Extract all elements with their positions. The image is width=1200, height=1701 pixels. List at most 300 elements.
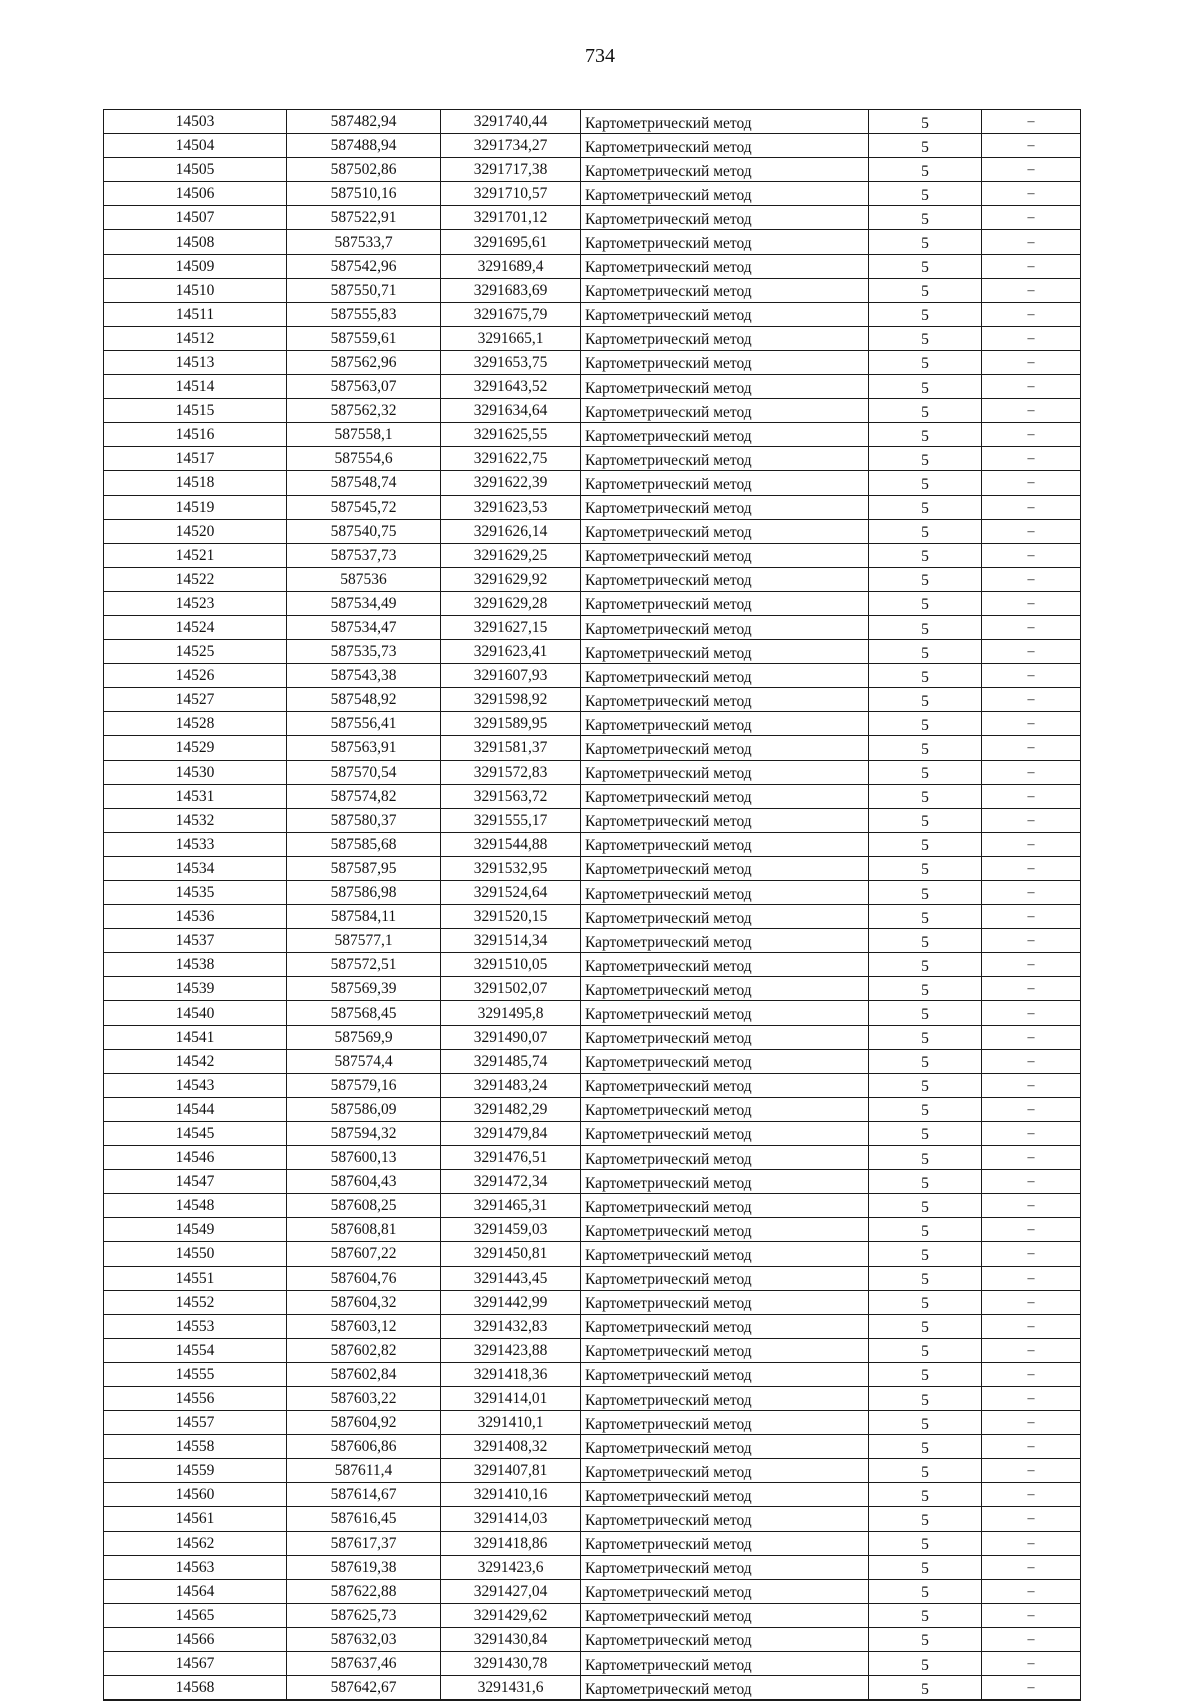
note-cell: – bbox=[982, 471, 1081, 495]
note-cell: – bbox=[982, 736, 1081, 760]
point-number-cell: 14508 bbox=[104, 230, 287, 254]
x-coordinate-cell: 587611,4 bbox=[287, 1459, 441, 1483]
accuracy-cell: 5 bbox=[869, 495, 982, 519]
method-cell: Картометрический метод bbox=[581, 158, 869, 182]
method-cell: Картометрический метод bbox=[581, 423, 869, 447]
accuracy-cell: 5 bbox=[869, 1386, 982, 1410]
table-row bbox=[104, 1218, 1081, 1242]
x-coordinate-cell: 587533,7 bbox=[287, 230, 441, 254]
point-number-cell: 14553 bbox=[104, 1314, 287, 1338]
method-cell: Картометрический метод bbox=[581, 302, 869, 326]
table-row bbox=[104, 736, 1081, 760]
x-coordinate-cell: 587604,43 bbox=[287, 1170, 441, 1194]
point-number-cell: 14554 bbox=[104, 1338, 287, 1362]
note-cell: – bbox=[982, 423, 1081, 447]
method-cell: Картометрический метод bbox=[581, 1242, 869, 1266]
method-cell: Картометрический метод bbox=[581, 1652, 869, 1676]
accuracy-cell: 5 bbox=[869, 543, 982, 567]
point-number-cell: 14544 bbox=[104, 1097, 287, 1121]
point-number-cell: 14515 bbox=[104, 399, 287, 423]
x-coordinate-cell: 587614,67 bbox=[287, 1483, 441, 1507]
y-coordinate-cell: 3291563,72 bbox=[441, 784, 581, 808]
point-number-cell: 14540 bbox=[104, 1001, 287, 1025]
point-number-cell: 14558 bbox=[104, 1435, 287, 1459]
accuracy-cell: 5 bbox=[869, 1435, 982, 1459]
note-cell: – bbox=[982, 977, 1081, 1001]
y-coordinate-cell: 3291423,88 bbox=[441, 1338, 581, 1362]
note-cell: – bbox=[982, 1025, 1081, 1049]
method-cell: Картометрический метод bbox=[581, 1531, 869, 1555]
accuracy-cell: 5 bbox=[869, 447, 982, 471]
y-coordinate-cell: 3291734,27 bbox=[441, 134, 581, 158]
x-coordinate-cell: 587563,07 bbox=[287, 375, 441, 399]
note-cell: – bbox=[982, 326, 1081, 350]
x-coordinate-cell: 587522,91 bbox=[287, 206, 441, 230]
accuracy-cell: 5 bbox=[869, 808, 982, 832]
accuracy-cell: 5 bbox=[869, 1411, 982, 1435]
accuracy-cell: 5 bbox=[869, 1652, 982, 1676]
point-number-cell: 14538 bbox=[104, 953, 287, 977]
note-cell: – bbox=[982, 832, 1081, 856]
accuracy-cell: 5 bbox=[869, 1676, 982, 1701]
y-coordinate-cell: 3291465,31 bbox=[441, 1194, 581, 1218]
accuracy-cell: 5 bbox=[869, 1290, 982, 1314]
accuracy-cell: 5 bbox=[869, 254, 982, 278]
point-number-cell: 14537 bbox=[104, 929, 287, 953]
accuracy-cell: 5 bbox=[869, 784, 982, 808]
accuracy-cell: 5 bbox=[869, 1362, 982, 1386]
point-number-cell: 14512 bbox=[104, 326, 287, 350]
point-number-cell: 14535 bbox=[104, 881, 287, 905]
note-cell: – bbox=[982, 519, 1081, 543]
method-cell: Картометрический метод bbox=[581, 543, 869, 567]
method-cell: Картометрический метод bbox=[581, 832, 869, 856]
table-row bbox=[104, 182, 1081, 206]
y-coordinate-cell: 3291623,41 bbox=[441, 640, 581, 664]
table-row bbox=[104, 1049, 1081, 1073]
x-coordinate-cell: 587602,82 bbox=[287, 1338, 441, 1362]
accuracy-cell: 5 bbox=[869, 1603, 982, 1627]
note-cell: – bbox=[982, 567, 1081, 591]
x-coordinate-cell: 587534,49 bbox=[287, 591, 441, 615]
y-coordinate-cell: 3291555,17 bbox=[441, 808, 581, 832]
point-number-cell: 14545 bbox=[104, 1121, 287, 1145]
table-row bbox=[104, 1242, 1081, 1266]
y-coordinate-cell: 3291643,52 bbox=[441, 375, 581, 399]
y-coordinate-cell: 3291479,84 bbox=[441, 1121, 581, 1145]
note-cell: – bbox=[982, 1170, 1081, 1194]
y-coordinate-cell: 3291607,93 bbox=[441, 664, 581, 688]
point-number-cell: 14506 bbox=[104, 182, 287, 206]
method-cell: Картометрический метод bbox=[581, 1146, 869, 1170]
note-cell: – bbox=[982, 1627, 1081, 1651]
point-number-cell: 14566 bbox=[104, 1627, 287, 1651]
point-number-cell: 14560 bbox=[104, 1483, 287, 1507]
y-coordinate-cell: 3291544,88 bbox=[441, 832, 581, 856]
x-coordinate-cell: 587568,45 bbox=[287, 1001, 441, 1025]
point-number-cell: 14505 bbox=[104, 158, 287, 182]
point-number-cell: 14526 bbox=[104, 664, 287, 688]
x-coordinate-cell: 587625,73 bbox=[287, 1603, 441, 1627]
table-row bbox=[104, 1097, 1081, 1121]
x-coordinate-cell: 587537,73 bbox=[287, 543, 441, 567]
note-cell: – bbox=[982, 905, 1081, 929]
point-number-cell: 14523 bbox=[104, 591, 287, 615]
accuracy-cell: 5 bbox=[869, 688, 982, 712]
table-row bbox=[104, 326, 1081, 350]
point-number-cell: 14530 bbox=[104, 760, 287, 784]
table-row bbox=[104, 784, 1081, 808]
table-row bbox=[104, 1121, 1081, 1145]
method-cell: Картометрический метод bbox=[581, 977, 869, 1001]
y-coordinate-cell: 3291423,6 bbox=[441, 1555, 581, 1579]
y-coordinate-cell: 3291450,81 bbox=[441, 1242, 581, 1266]
note-cell: – bbox=[982, 350, 1081, 374]
table-row bbox=[104, 1507, 1081, 1531]
note-cell: – bbox=[982, 881, 1081, 905]
accuracy-cell: 5 bbox=[869, 1338, 982, 1362]
y-coordinate-cell: 3291414,03 bbox=[441, 1507, 581, 1531]
point-number-cell: 14565 bbox=[104, 1603, 287, 1627]
y-coordinate-cell: 3291629,28 bbox=[441, 591, 581, 615]
note-cell: – bbox=[982, 591, 1081, 615]
point-number-cell: 14542 bbox=[104, 1049, 287, 1073]
table-row bbox=[104, 519, 1081, 543]
y-coordinate-cell: 3291431,6 bbox=[441, 1676, 581, 1701]
note-cell: – bbox=[982, 1483, 1081, 1507]
method-cell: Картометрический метод bbox=[581, 1025, 869, 1049]
table-row bbox=[104, 278, 1081, 302]
table-row bbox=[104, 543, 1081, 567]
point-number-cell: 14563 bbox=[104, 1555, 287, 1579]
table-row bbox=[104, 1579, 1081, 1603]
table-row bbox=[104, 1676, 1081, 1701]
accuracy-cell: 5 bbox=[869, 832, 982, 856]
note-cell: – bbox=[982, 110, 1081, 134]
accuracy-cell: 5 bbox=[869, 953, 982, 977]
y-coordinate-cell: 3291459,03 bbox=[441, 1218, 581, 1242]
point-number-cell: 14564 bbox=[104, 1579, 287, 1603]
table-row bbox=[104, 1435, 1081, 1459]
x-coordinate-cell: 587548,74 bbox=[287, 471, 441, 495]
method-cell: Картометрический метод bbox=[581, 664, 869, 688]
point-number-cell: 14522 bbox=[104, 567, 287, 591]
method-cell: Картометрический метод bbox=[581, 1362, 869, 1386]
x-coordinate-cell: 587570,54 bbox=[287, 760, 441, 784]
x-coordinate-cell: 587577,1 bbox=[287, 929, 441, 953]
method-cell: Картометрический метод bbox=[581, 567, 869, 591]
y-coordinate-cell: 3291683,69 bbox=[441, 278, 581, 302]
method-cell: Картометрический метод bbox=[581, 1218, 869, 1242]
note-cell: – bbox=[982, 1459, 1081, 1483]
x-coordinate-cell: 587603,12 bbox=[287, 1314, 441, 1338]
x-coordinate-cell: 587632,03 bbox=[287, 1627, 441, 1651]
y-coordinate-cell: 3291490,07 bbox=[441, 1025, 581, 1049]
y-coordinate-cell: 3291430,78 bbox=[441, 1652, 581, 1676]
note-cell: – bbox=[982, 688, 1081, 712]
accuracy-cell: 5 bbox=[869, 1483, 982, 1507]
accuracy-cell: 5 bbox=[869, 350, 982, 374]
note-cell: – bbox=[982, 1676, 1081, 1701]
x-coordinate-cell: 587502,86 bbox=[287, 158, 441, 182]
point-number-cell: 14507 bbox=[104, 206, 287, 230]
x-coordinate-cell: 587586,98 bbox=[287, 881, 441, 905]
x-coordinate-cell: 587604,76 bbox=[287, 1266, 441, 1290]
accuracy-cell: 5 bbox=[869, 664, 982, 688]
accuracy-cell: 5 bbox=[869, 712, 982, 736]
method-cell: Картометрический метод bbox=[581, 905, 869, 929]
x-coordinate-cell: 587616,45 bbox=[287, 1507, 441, 1531]
table-row bbox=[104, 640, 1081, 664]
note-cell: – bbox=[982, 1146, 1081, 1170]
accuracy-cell: 5 bbox=[869, 1531, 982, 1555]
table-row bbox=[104, 1314, 1081, 1338]
note-cell: – bbox=[982, 953, 1081, 977]
method-cell: Картометрический метод bbox=[581, 1097, 869, 1121]
table-row bbox=[104, 254, 1081, 278]
y-coordinate-cell: 3291495,8 bbox=[441, 1001, 581, 1025]
method-cell: Картометрический метод bbox=[581, 134, 869, 158]
note-cell: – bbox=[982, 375, 1081, 399]
table-row bbox=[104, 302, 1081, 326]
accuracy-cell: 5 bbox=[869, 206, 982, 230]
method-cell: Картометрический метод bbox=[581, 591, 869, 615]
point-number-cell: 14541 bbox=[104, 1025, 287, 1049]
accuracy-cell: 5 bbox=[869, 230, 982, 254]
y-coordinate-cell: 3291410,16 bbox=[441, 1483, 581, 1507]
y-coordinate-cell: 3291514,34 bbox=[441, 929, 581, 953]
y-coordinate-cell: 3291427,04 bbox=[441, 1579, 581, 1603]
x-coordinate-cell: 587540,75 bbox=[287, 519, 441, 543]
note-cell: – bbox=[982, 158, 1081, 182]
method-cell: Картометрический метод bbox=[581, 1073, 869, 1097]
method-cell: Картометрический метод bbox=[581, 1627, 869, 1651]
table-row bbox=[104, 953, 1081, 977]
table-row bbox=[104, 712, 1081, 736]
y-coordinate-cell: 3291581,37 bbox=[441, 736, 581, 760]
table-row bbox=[104, 856, 1081, 880]
method-cell: Картометрический метод bbox=[581, 1555, 869, 1579]
point-number-cell: 14533 bbox=[104, 832, 287, 856]
table-row bbox=[104, 1459, 1081, 1483]
point-number-cell: 14539 bbox=[104, 977, 287, 1001]
y-coordinate-cell: 3291472,34 bbox=[441, 1170, 581, 1194]
method-cell: Картометрический метод bbox=[581, 1001, 869, 1025]
method-cell: Картометрический метод bbox=[581, 350, 869, 374]
method-cell: Картометрический метод bbox=[581, 760, 869, 784]
table-row bbox=[104, 760, 1081, 784]
table-row bbox=[104, 808, 1081, 832]
x-coordinate-cell: 587545,72 bbox=[287, 495, 441, 519]
y-coordinate-cell: 3291626,14 bbox=[441, 519, 581, 543]
accuracy-cell: 5 bbox=[869, 182, 982, 206]
x-coordinate-cell: 587563,91 bbox=[287, 736, 441, 760]
table-row bbox=[104, 350, 1081, 374]
point-number-cell: 14568 bbox=[104, 1676, 287, 1701]
method-cell: Картометрический метод bbox=[581, 326, 869, 350]
note-cell: – bbox=[982, 1194, 1081, 1218]
table-row bbox=[104, 206, 1081, 230]
x-coordinate-cell: 587587,95 bbox=[287, 856, 441, 880]
x-coordinate-cell: 587608,81 bbox=[287, 1218, 441, 1242]
note-cell: – bbox=[982, 1603, 1081, 1627]
y-coordinate-cell: 3291510,05 bbox=[441, 953, 581, 977]
accuracy-cell: 5 bbox=[869, 302, 982, 326]
method-cell: Картометрический метод bbox=[581, 736, 869, 760]
accuracy-cell: 5 bbox=[869, 1146, 982, 1170]
note-cell: – bbox=[982, 543, 1081, 567]
accuracy-cell: 5 bbox=[869, 1170, 982, 1194]
table-row bbox=[104, 1266, 1081, 1290]
point-number-cell: 14536 bbox=[104, 905, 287, 929]
y-coordinate-cell: 3291418,86 bbox=[441, 1531, 581, 1555]
table-row bbox=[104, 1194, 1081, 1218]
accuracy-cell: 5 bbox=[869, 1073, 982, 1097]
point-number-cell: 14567 bbox=[104, 1652, 287, 1676]
y-coordinate-cell: 3291689,4 bbox=[441, 254, 581, 278]
accuracy-cell: 5 bbox=[869, 1579, 982, 1603]
method-cell: Картометрический метод bbox=[581, 471, 869, 495]
note-cell: – bbox=[982, 784, 1081, 808]
x-coordinate-cell: 587550,71 bbox=[287, 278, 441, 302]
method-cell: Картометрический метод bbox=[581, 278, 869, 302]
method-cell: Картометрический метод bbox=[581, 1386, 869, 1410]
note-cell: – bbox=[982, 134, 1081, 158]
point-number-cell: 14559 bbox=[104, 1459, 287, 1483]
y-coordinate-cell: 3291429,62 bbox=[441, 1603, 581, 1627]
point-number-cell: 14516 bbox=[104, 423, 287, 447]
point-number-cell: 14546 bbox=[104, 1146, 287, 1170]
note-cell: – bbox=[982, 1242, 1081, 1266]
point-number-cell: 14518 bbox=[104, 471, 287, 495]
note-cell: – bbox=[982, 1218, 1081, 1242]
table-row bbox=[104, 1603, 1081, 1627]
point-number-cell: 14510 bbox=[104, 278, 287, 302]
y-coordinate-cell: 3291665,1 bbox=[441, 326, 581, 350]
table-row bbox=[104, 905, 1081, 929]
method-cell: Картометрический метод bbox=[581, 447, 869, 471]
method-cell: Картометрический метод bbox=[581, 640, 869, 664]
y-coordinate-cell: 3291653,75 bbox=[441, 350, 581, 374]
y-coordinate-cell: 3291740,44 bbox=[441, 110, 581, 134]
method-cell: Картометрический метод bbox=[581, 1676, 869, 1701]
note-cell: – bbox=[982, 278, 1081, 302]
accuracy-cell: 5 bbox=[869, 519, 982, 543]
point-number-cell: 14557 bbox=[104, 1411, 287, 1435]
method-cell: Картометрический метод bbox=[581, 1483, 869, 1507]
note-cell: – bbox=[982, 1555, 1081, 1579]
accuracy-cell: 5 bbox=[869, 640, 982, 664]
note-cell: – bbox=[982, 230, 1081, 254]
y-coordinate-cell: 3291695,61 bbox=[441, 230, 581, 254]
note-cell: – bbox=[982, 447, 1081, 471]
x-coordinate-cell: 587608,25 bbox=[287, 1194, 441, 1218]
accuracy-cell: 5 bbox=[869, 423, 982, 447]
method-cell: Картометрический метод bbox=[581, 712, 869, 736]
x-coordinate-cell: 587572,51 bbox=[287, 953, 441, 977]
note-cell: – bbox=[982, 254, 1081, 278]
accuracy-cell: 5 bbox=[869, 1627, 982, 1651]
y-coordinate-cell: 3291622,75 bbox=[441, 447, 581, 471]
method-cell: Картометрический метод bbox=[581, 1579, 869, 1603]
y-coordinate-cell: 3291520,15 bbox=[441, 905, 581, 929]
y-coordinate-cell: 3291442,99 bbox=[441, 1290, 581, 1314]
note-cell: – bbox=[982, 929, 1081, 953]
x-coordinate-cell: 587622,88 bbox=[287, 1579, 441, 1603]
point-number-cell: 14562 bbox=[104, 1531, 287, 1555]
y-coordinate-cell: 3291482,29 bbox=[441, 1097, 581, 1121]
x-coordinate-cell: 587637,46 bbox=[287, 1652, 441, 1676]
y-coordinate-cell: 3291589,95 bbox=[441, 712, 581, 736]
x-coordinate-cell: 587556,41 bbox=[287, 712, 441, 736]
accuracy-cell: 5 bbox=[869, 1194, 982, 1218]
point-number-cell: 14534 bbox=[104, 856, 287, 880]
x-coordinate-cell: 587585,68 bbox=[287, 832, 441, 856]
accuracy-cell: 5 bbox=[869, 1266, 982, 1290]
table-row bbox=[104, 567, 1081, 591]
point-number-cell: 14504 bbox=[104, 134, 287, 158]
y-coordinate-cell: 3291408,32 bbox=[441, 1435, 581, 1459]
method-cell: Картометрический метод bbox=[581, 399, 869, 423]
y-coordinate-cell: 3291432,83 bbox=[441, 1314, 581, 1338]
x-coordinate-cell: 587604,92 bbox=[287, 1411, 441, 1435]
x-coordinate-cell: 587555,83 bbox=[287, 302, 441, 326]
note-cell: – bbox=[982, 856, 1081, 880]
y-coordinate-cell: 3291701,12 bbox=[441, 206, 581, 230]
method-cell: Картометрический метод bbox=[581, 1338, 869, 1362]
method-cell: Картометрический метод bbox=[581, 182, 869, 206]
accuracy-cell: 5 bbox=[869, 567, 982, 591]
point-number-cell: 14555 bbox=[104, 1362, 287, 1386]
note-cell: – bbox=[982, 1579, 1081, 1603]
y-coordinate-cell: 3291675,79 bbox=[441, 302, 581, 326]
x-coordinate-cell: 587619,38 bbox=[287, 1555, 441, 1579]
note-cell: – bbox=[982, 760, 1081, 784]
y-coordinate-cell: 3291414,01 bbox=[441, 1386, 581, 1410]
note-cell: – bbox=[982, 808, 1081, 832]
note-cell: – bbox=[982, 1362, 1081, 1386]
y-coordinate-cell: 3291627,15 bbox=[441, 615, 581, 639]
x-coordinate-cell: 587600,13 bbox=[287, 1146, 441, 1170]
x-coordinate-cell: 587607,22 bbox=[287, 1242, 441, 1266]
coordinates-table bbox=[103, 109, 1081, 1701]
y-coordinate-cell: 3291532,95 bbox=[441, 856, 581, 880]
table-row bbox=[104, 591, 1081, 615]
y-coordinate-cell: 3291524,64 bbox=[441, 881, 581, 905]
x-coordinate-cell: 587594,32 bbox=[287, 1121, 441, 1145]
table-row bbox=[104, 977, 1081, 1001]
point-number-cell: 14543 bbox=[104, 1073, 287, 1097]
table-row bbox=[104, 1001, 1081, 1025]
method-cell: Картометрический метод bbox=[581, 1170, 869, 1194]
y-coordinate-cell: 3291418,36 bbox=[441, 1362, 581, 1386]
x-coordinate-cell: 587536 bbox=[287, 567, 441, 591]
method-cell: Картометрический метод bbox=[581, 615, 869, 639]
table-row bbox=[104, 110, 1081, 134]
point-number-cell: 14556 bbox=[104, 1386, 287, 1410]
table-row bbox=[104, 1362, 1081, 1386]
note-cell: – bbox=[982, 1049, 1081, 1073]
y-coordinate-cell: 3291407,81 bbox=[441, 1459, 581, 1483]
x-coordinate-cell: 587586,09 bbox=[287, 1097, 441, 1121]
note-cell: – bbox=[982, 664, 1081, 688]
note-cell: – bbox=[982, 1507, 1081, 1531]
method-cell: Картометрический метод bbox=[581, 110, 869, 134]
note-cell: – bbox=[982, 640, 1081, 664]
method-cell: Картометрический метод bbox=[581, 1121, 869, 1145]
method-cell: Картометрический метод bbox=[581, 1314, 869, 1338]
method-cell: Картометрический метод bbox=[581, 206, 869, 230]
